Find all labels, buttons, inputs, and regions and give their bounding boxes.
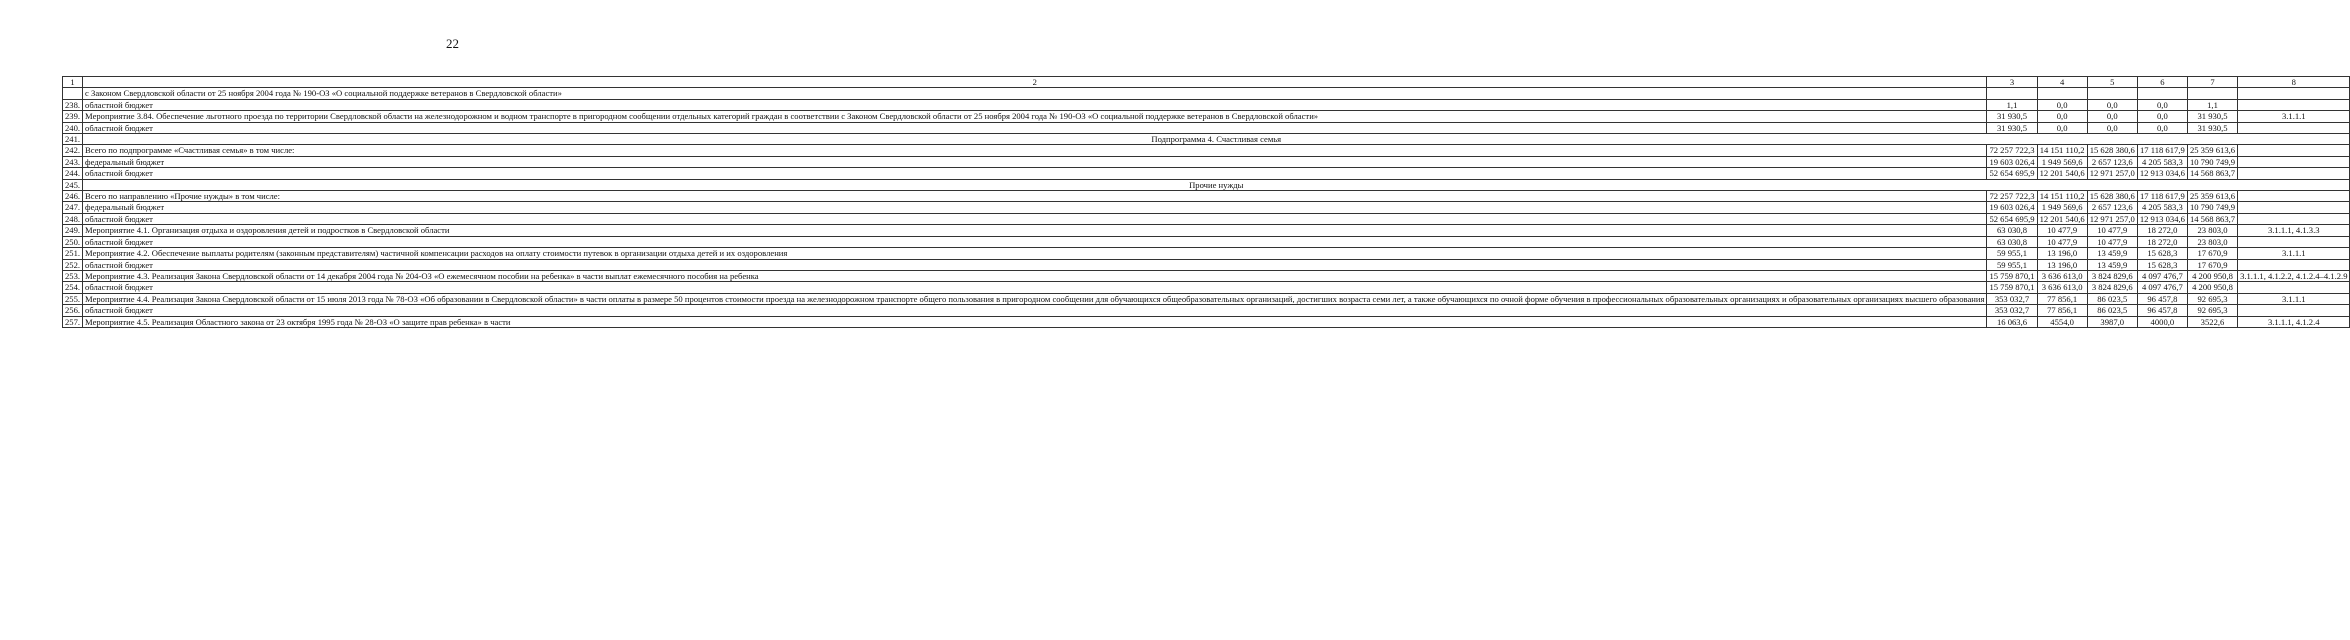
value-cell: 12 971 257,0 <box>2087 213 2137 224</box>
row-number: 246. <box>63 191 83 202</box>
target-indicator-cell <box>2238 88 2350 99</box>
value-cell: 12 201 540,6 <box>2037 168 2087 179</box>
header-cell: 3 <box>1987 77 2037 88</box>
value-cell: 10 790 749,9 <box>2187 202 2237 213</box>
value-cell: 14 151 110,2 <box>2037 191 2087 202</box>
value-cell: 19 603 026,4 <box>1987 156 2037 167</box>
target-indicator-cell <box>2238 168 2350 179</box>
table-row <box>63 270 2350 281</box>
table-row <box>63 293 2350 304</box>
value-cell: 4 200 950,8 <box>2187 282 2237 293</box>
row-description: Мероприятие 4.2. Обеспечение выплаты родителям (законным представителям) частичной компенсации расходов на оплату стоимости путевок в организации отдыха детей и их оздоровления <box>83 248 1987 259</box>
row-description: областной бюджет <box>83 213 1987 224</box>
row-number: 238. <box>63 99 83 110</box>
value-cell: 0,0 <box>2037 111 2087 122</box>
value-cell: 353 032,7 <box>1987 293 2037 304</box>
table-row <box>63 305 2350 316</box>
value-cell: 0,0 <box>2087 99 2137 110</box>
target-indicator-cell <box>2238 259 2350 270</box>
page-number: 22 <box>446 36 459 51</box>
target-indicator-cell <box>2238 122 2350 133</box>
value-cell: 3522,6 <box>2187 316 2237 327</box>
target-indicator-cell <box>2238 305 2350 316</box>
row-description: областной бюджет <box>83 168 1987 179</box>
value-cell: 31 930,5 <box>2187 122 2237 133</box>
row-number: 244. <box>63 168 83 179</box>
value-cell: 0,0 <box>2037 122 2087 133</box>
value-cell: 13 459,9 <box>2087 259 2137 270</box>
target-indicator-cell <box>2238 282 2350 293</box>
row-number: 242. <box>63 145 83 156</box>
value-cell: 31 930,5 <box>1987 122 2037 133</box>
value-cell: 16 063,6 <box>1987 316 2037 327</box>
value-cell: 72 257 722,3 <box>1987 191 2037 202</box>
value-cell: 31 930,5 <box>1987 111 2037 122</box>
value-cell: 10 477,9 <box>2037 236 2087 247</box>
target-indicator-cell: 3.1.1.1, 4.1.3.3 <box>2238 225 2350 236</box>
value-cell: 92 695,3 <box>2187 293 2237 304</box>
row-number: 251. <box>63 248 83 259</box>
value-cell: 4000,0 <box>2137 316 2187 327</box>
value-cell: 77 856,1 <box>2037 293 2087 304</box>
value-cell: 59 955,1 <box>1987 248 2037 259</box>
row-number: 239. <box>63 111 83 122</box>
value-cell: 15 628 380,6 <box>2087 191 2137 202</box>
value-cell: 59 955,1 <box>1987 259 2037 270</box>
value-cell: 17 118 617,9 <box>2137 191 2187 202</box>
value-cell: 25 359 613,6 <box>2187 191 2237 202</box>
table-row <box>63 282 2350 293</box>
value-cell: 23 803,0 <box>2187 225 2237 236</box>
row-number: 252. <box>63 259 83 270</box>
header-cell: 8 <box>2238 77 2350 88</box>
value-cell: 3 636 613,0 <box>2037 270 2087 281</box>
row-description: областной бюджет <box>83 99 1987 110</box>
row-number: 243. <box>63 156 83 167</box>
value-cell: 12 201 540,6 <box>2037 213 2087 224</box>
header-cell: 6 <box>2137 77 2187 88</box>
value-cell: 17 670,9 <box>2187 248 2237 259</box>
row-description: Мероприятие 4.4. Реализация Закона Свердловской области от 15 июля 2013 года № 78-ОЗ «Об образовании в Свердловской области» в части оплаты в размере 50 процентов стоимости проезда на железнодорожном транспорте общего пользования в пригородном сообщении для обучающихся общеобразовательных организаций, достигших возраста семи лет, а также обучающихся по очной форме обучения в профессиональных образовательных организациях и образовательных организациях высшего образования <box>83 293 1987 304</box>
value-cell: 18 272,0 <box>2137 236 2187 247</box>
target-indicator-cell <box>2238 191 2350 202</box>
value-cell: 3 824 829,6 <box>2087 270 2137 281</box>
row-description: с Законом Свердловской области от 25 ноября 2004 года № 190-ОЗ «О социальной поддержке ветеранов в Свердловской области» <box>83 88 1987 99</box>
value-cell: 0,0 <box>2087 122 2137 133</box>
value-cell: 15 759 870,1 <box>1987 282 2037 293</box>
program-table <box>62 76 2350 328</box>
value-cell: 86 023,5 <box>2087 305 2137 316</box>
target-indicator-cell: 3.1.1.1, 4.1.2.2, 4.1.2.4–4.1.2.9 <box>2238 270 2350 281</box>
value-cell: 15 628,3 <box>2137 259 2187 270</box>
table-row <box>63 248 2350 259</box>
header-cell: 7 <box>2187 77 2237 88</box>
value-cell: 3987,0 <box>2087 316 2137 327</box>
value-cell: 72 257 722,3 <box>1987 145 2037 156</box>
table-row <box>63 259 2350 270</box>
table-row <box>63 316 2350 327</box>
value-cell: 10 477,9 <box>2037 225 2087 236</box>
value-cell: 13 459,9 <box>2087 248 2137 259</box>
value-cell: 14 568 863,7 <box>2187 168 2237 179</box>
table-row <box>63 179 2350 190</box>
table-row <box>63 202 2350 213</box>
value-cell: 19 603 026,4 <box>1987 202 2037 213</box>
value-cell: 15 759 870,1 <box>1987 270 2037 281</box>
table-row <box>63 191 2350 202</box>
row-description: областной бюджет <box>83 282 1987 293</box>
row-number: 255. <box>63 293 83 304</box>
row-number: 248. <box>63 213 83 224</box>
value-cell: 1,1 <box>2187 99 2237 110</box>
value-cell: 52 654 695,9 <box>1987 213 2037 224</box>
row-number: 253. <box>63 270 83 281</box>
row-description: областной бюджет <box>83 305 1987 316</box>
value-cell: 15 628,3 <box>2137 248 2187 259</box>
table-row <box>63 88 2350 99</box>
table-row <box>63 156 2350 167</box>
value-cell: 0,0 <box>2137 111 2187 122</box>
value-cell: 3 636 613,0 <box>2037 282 2087 293</box>
value-cell: 25 359 613,6 <box>2187 145 2237 156</box>
row-description: Мероприятие 4.5. Реализация Областного закона от 23 октября 1995 года № 28-ОЗ «О защите прав ребенка» в части <box>83 316 1987 327</box>
target-indicator-cell: 3.1.1.1 <box>2238 293 2350 304</box>
value-cell: 86 023,5 <box>2087 293 2137 304</box>
table-row <box>63 213 2350 224</box>
value-cell: 10 790 749,9 <box>2187 156 2237 167</box>
header-cell: 5 <box>2087 77 2137 88</box>
row-number: 240. <box>63 122 83 133</box>
value-cell: 0,0 <box>2037 99 2087 110</box>
header-row <box>63 77 2350 88</box>
table-row <box>63 122 2350 133</box>
value-cell <box>2087 88 2137 99</box>
value-cell: 52 654 695,9 <box>1987 168 2037 179</box>
value-cell: 18 272,0 <box>2137 225 2187 236</box>
target-indicator-cell <box>2238 202 2350 213</box>
value-cell: 12 971 257,0 <box>2087 168 2137 179</box>
row-description: федеральный бюджет <box>83 202 1987 213</box>
row-description: областной бюджет <box>83 259 1987 270</box>
value-cell <box>2187 88 2237 99</box>
table-row <box>63 111 2350 122</box>
section-heading: Подпрограмма 4. Счастливая семья <box>83 134 2350 145</box>
value-cell: 63 030,8 <box>1987 236 2037 247</box>
value-cell: 2 657 123,6 <box>2087 156 2137 167</box>
value-cell: 4 097 476,7 <box>2137 282 2187 293</box>
value-cell: 14 568 863,7 <box>2187 213 2237 224</box>
value-cell: 1 949 569,6 <box>2037 156 2087 167</box>
value-cell <box>2137 88 2187 99</box>
target-indicator-cell: 3.1.1.1, 4.1.2.4 <box>2238 316 2350 327</box>
row-description: Мероприятие 4.1. Организация отдыха и оздоровления детей и подростков в Свердловской области <box>83 225 1987 236</box>
row-number: 241. <box>63 134 83 145</box>
value-cell: 12 913 034,6 <box>2137 213 2187 224</box>
target-indicator-cell <box>2238 213 2350 224</box>
value-cell: 12 913 034,6 <box>2137 168 2187 179</box>
header-cell: 1 <box>63 77 83 88</box>
value-cell: 1 949 569,6 <box>2037 202 2087 213</box>
target-indicator-cell <box>2238 99 2350 110</box>
row-description: областной бюджет <box>83 236 1987 247</box>
value-cell: 17 670,9 <box>2187 259 2237 270</box>
value-cell <box>2037 88 2087 99</box>
value-cell: 23 803,0 <box>2187 236 2237 247</box>
value-cell: 17 118 617,9 <box>2137 145 2187 156</box>
value-cell: 15 628 380,6 <box>2087 145 2137 156</box>
value-cell: 96 457,8 <box>2137 293 2187 304</box>
row-number: 254. <box>63 282 83 293</box>
table-row <box>63 99 2350 110</box>
row-number: 257. <box>63 316 83 327</box>
section-heading: Прочие нужды <box>83 179 2350 190</box>
value-cell: 4 097 476,7 <box>2137 270 2187 281</box>
value-cell: 4554,0 <box>2037 316 2087 327</box>
table-row <box>63 168 2350 179</box>
row-description: Всего по направлению «Прочие нужды» в том числе: <box>83 191 1987 202</box>
row-number: 256. <box>63 305 83 316</box>
value-cell: 0,0 <box>2137 122 2187 133</box>
value-cell: 14 151 110,2 <box>2037 145 2087 156</box>
table-row <box>63 145 2350 156</box>
value-cell: 4 205 583,3 <box>2137 202 2187 213</box>
value-cell: 63 030,8 <box>1987 225 2037 236</box>
value-cell: 96 457,8 <box>2137 305 2187 316</box>
value-cell: 10 477,9 <box>2087 236 2137 247</box>
row-number: 250. <box>63 236 83 247</box>
table-row <box>63 225 2350 236</box>
target-indicator-cell: 3.1.1.1 <box>2238 111 2350 122</box>
value-cell: 4 200 950,8 <box>2187 270 2237 281</box>
value-cell: 92 695,3 <box>2187 305 2237 316</box>
row-description: областной бюджет <box>83 122 1987 133</box>
target-indicator-cell <box>2238 236 2350 247</box>
header-cell: 2 <box>83 77 1987 88</box>
target-indicator-cell <box>2238 156 2350 167</box>
value-cell: 3 824 829,6 <box>2087 282 2137 293</box>
row-description: федеральный бюджет <box>83 156 1987 167</box>
row-description: Всего по подпрограмме «Счастливая семья» в том числе: <box>83 145 1987 156</box>
row-number: 247. <box>63 202 83 213</box>
table-row <box>63 134 2350 145</box>
row-description: Мероприятие 3.84. Обеспечение льготного проезда по территории Свердловской области на железнодорожном и водном транспорте в пригородном сообщении отдельных категорий граждан в соответствии с Законом Свердловской области от 25 ноября 2004 года № 190-ОЗ «О социальной поддержке ветеранов в Свердловской области» <box>83 111 1987 122</box>
row-number: 249. <box>63 225 83 236</box>
value-cell: 0,0 <box>2137 99 2187 110</box>
row-description: Мероприятие 4.3. Реализация Закона Свердловской области от 14 декабря 2004 года № 204-ОЗ «О ежемесячном пособии на ребенка» в части выплат ежемесячного пособия на ребенка <box>83 270 1987 281</box>
row-number <box>63 88 83 99</box>
value-cell: 353 032,7 <box>1987 305 2037 316</box>
value-cell: 2 657 123,6 <box>2087 202 2137 213</box>
value-cell <box>1987 88 2037 99</box>
value-cell: 1,1 <box>1987 99 2037 110</box>
header-cell: 4 <box>2037 77 2087 88</box>
value-cell: 13 196,0 <box>2037 259 2087 270</box>
value-cell: 13 196,0 <box>2037 248 2087 259</box>
target-indicator-cell: 3.1.1.1 <box>2238 248 2350 259</box>
value-cell: 10 477,9 <box>2087 225 2137 236</box>
value-cell: 31 930,5 <box>2187 111 2237 122</box>
value-cell: 0,0 <box>2087 111 2137 122</box>
table-row <box>63 236 2350 247</box>
row-number: 245. <box>63 179 83 190</box>
target-indicator-cell <box>2238 145 2350 156</box>
value-cell: 77 856,1 <box>2037 305 2087 316</box>
value-cell: 4 205 583,3 <box>2137 156 2187 167</box>
